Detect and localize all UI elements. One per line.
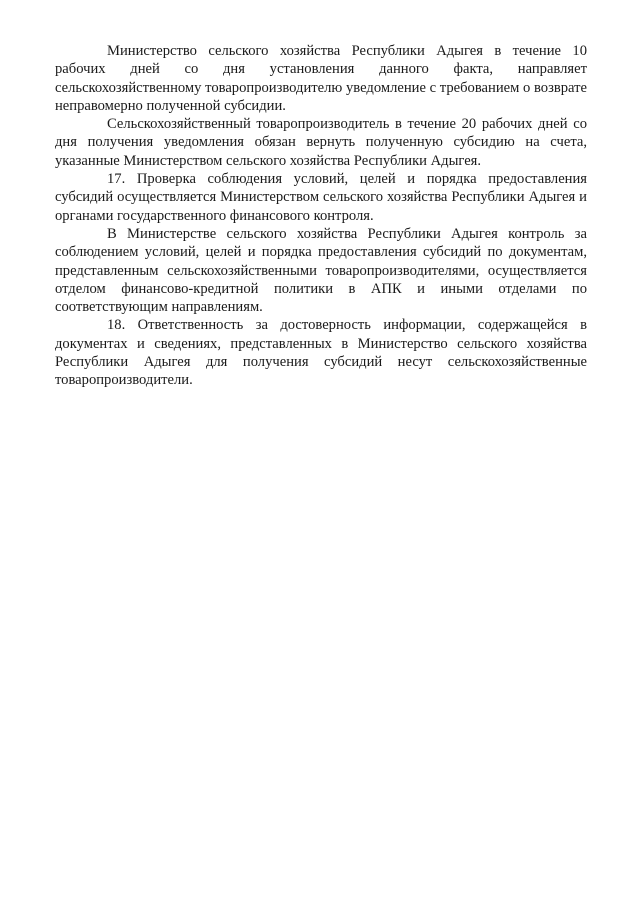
paragraph-17-compliance-check: 17. Проверка соблюдения условий, целей и порядка предоставления субсидий осуществляется Министерством сельского хозяйства Республики Адыгея и органами государственного финансового контроля. bbox=[55, 171, 587, 224]
paragraph-ministry-control: В Министерстве сельского хозяйства Республики Адыгея контроль за соблюдением условий, целей и порядка предоставления субсидий по документам, представленным сельскохозяйственными товаропроизводителями, осуществляется отделом финансово-кредитной политики в АПК и иными отделами по соответствующим направлениям. bbox=[55, 225, 587, 316]
paragraph-return-deadline: Сельскохозяйственный товаропроизводитель в течение 20 рабочих дней со дня получения уведомления обязан вернуть полученную субсидию на счета, указанные Министерством сельского хозяйства Республики Адыгея. bbox=[55, 116, 587, 169]
paragraph-18-responsibility: 18. Ответственность за достоверность информации, содержащейся в документах и сведениях, представленных в Министерство сельского хозяйства Республики Адыгея для получения субсидий несут сельскохозяйственные товаропроизводители. bbox=[55, 317, 587, 389]
paragraph-subsidy-return-notice: Министерство сельского хозяйства Республики Адыгея в течение 10 рабочих дней со дня установления данного факта, направляет сельскохозяйственному товаропроизводителю уведомление с требованием о возврате неправомерно полученной субсидии. bbox=[55, 43, 587, 114]
document-body bbox=[55, 42, 587, 390]
